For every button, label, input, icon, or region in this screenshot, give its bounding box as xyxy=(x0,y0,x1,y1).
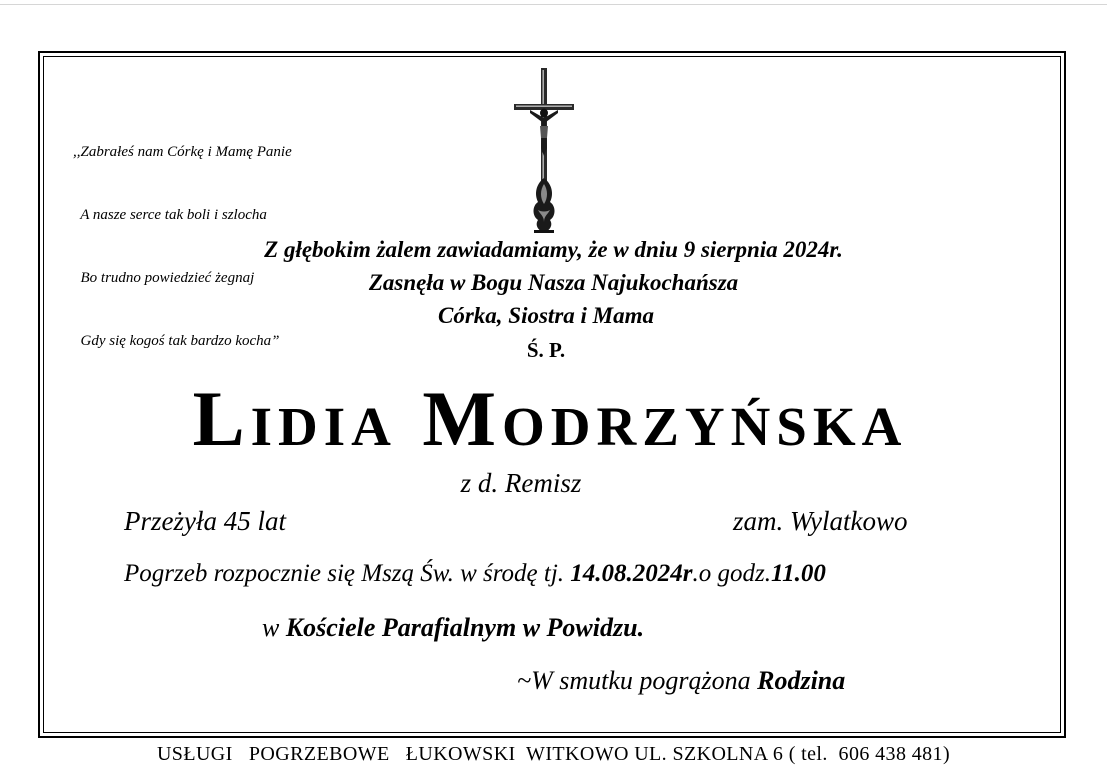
funeral-date: 14.08.2024r xyxy=(570,560,693,587)
signature-family: Rodzina xyxy=(757,666,846,695)
announcement-line: Z głębokim żalem zawiadamiamy, że w dniu 9 sierpnia 2024r. xyxy=(264,237,843,262)
top-rule xyxy=(0,4,1107,5)
maiden-name: z d. Remisz xyxy=(460,468,582,498)
sp-abbreviation: Ś. P. xyxy=(526,338,566,362)
announcement-line: Córka, Siostra i Mama xyxy=(438,303,654,328)
poem-line: A nasze serce tak boli i szlocha xyxy=(73,207,267,223)
poem-line: Bo trudno powiedzieć żegnaj xyxy=(73,270,255,286)
church-prefix: w xyxy=(262,613,286,642)
age: Przeżyła 45 lat xyxy=(124,506,286,536)
funeral-time: 11.00 xyxy=(771,560,826,587)
announcement-line: Zasnęła w Bogu Nasza Najukochańsza xyxy=(368,270,739,295)
signature xyxy=(517,666,845,696)
funeral-prefix: Pogrzeb rozpocznie się Mszą Św. w środę tj. xyxy=(124,560,571,587)
footer-funeral-home: USŁUGI POGRZEBOWE ŁUKOWSKI WITKOWO UL. SZKOLNA 6 ( tel. 606 438 481) xyxy=(156,743,951,765)
poem-line: Gdy się kogoś tak bardzo kocha” xyxy=(73,333,280,349)
funeral-mid: .o godz. xyxy=(692,560,772,587)
church-info xyxy=(262,613,644,643)
funeral-info xyxy=(124,560,826,588)
signature-prefix: ~W smutku pogrążona xyxy=(517,666,758,695)
crucifix-icon xyxy=(510,66,578,234)
residence: zam. Wylatkowo xyxy=(733,506,908,536)
deceased-name: Lidia Modrzyńska xyxy=(192,375,908,462)
church-name: Kościele Parafialnym w Powidzu. xyxy=(285,613,645,642)
poem-line: ,,Zabrałeś nam Córkę i Mamę Panie xyxy=(73,144,292,160)
